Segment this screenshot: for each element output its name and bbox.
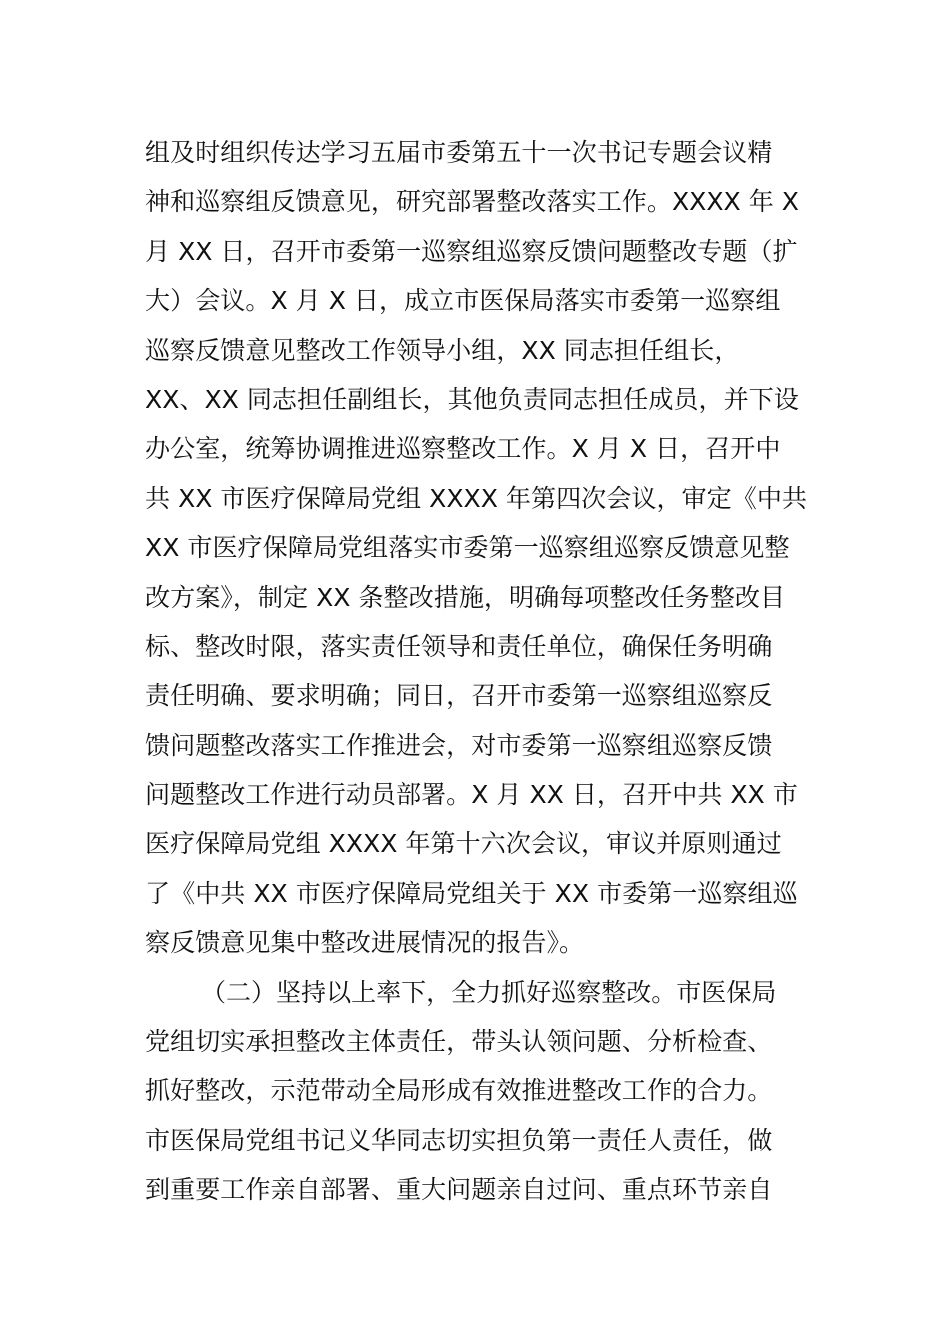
text-line: 了《中共 XX 市医疗保障局党组关于 XX 市委第一巡察组巡 — [145, 878, 798, 908]
text-line: 市医保局党组书记义华同志切实担负第一责任人责任，做 — [145, 1125, 773, 1155]
text-line: 馈问题整改落实工作推进会，对市委第一巡察组巡察反馈 — [145, 730, 773, 760]
text-line: 组及时组织传达学习五届市委第五十一次书记专题会议精 — [145, 138, 773, 167]
text-line: XX 市医疗保障局党组落实市委第一巡察组巡察反馈意见整 — [145, 533, 790, 563]
text-line: 改方案》，制定 XX 条整改措施，明确每项整改任务整改目 — [145, 582, 786, 612]
text-line: 党组切实承担整改主体责任，带头认领问题、分析检查、 — [145, 1027, 773, 1057]
text-line: 问题整改工作进行动员部署。X 月 XX 日，召开中共 XX 市 — [145, 780, 798, 810]
text-line: 医疗保障局党组 XXXX 年第十六次会议，审议并原则通过 — [145, 829, 782, 859]
text-line: 标、整改时限，落实责任领导和责任单位，确保任务明确 — [145, 631, 773, 661]
text-line: 月 XX 日，召开市委第一巡察组巡察反馈问题整改专题（扩 — [145, 236, 798, 266]
text-line: 抓好整改，示范带动全局形成有效推进整改工作的合力。 — [145, 1076, 773, 1106]
text-line: 共 XX 市医疗保障局党组 XXXX 年第四次会议，审定《中共 — [145, 483, 808, 513]
body-text — [145, 128, 845, 1215]
text-line: 巡察反馈意见整改工作领导小组，XX 同志担任组长， — [145, 335, 740, 365]
text-line: 察反馈意见集中整改进展情况的报告》。 — [145, 928, 585, 958]
text-line: 责任明确、要求明确；同日，召开市委第一巡察组巡察反 — [145, 681, 773, 711]
text-line: 大）会议。X 月 X 日，成立市医保局落实市委第一巡察组 — [145, 286, 781, 316]
text-line: XX、XX 同志担任副组长，其他负责同志担任成员，并下设 — [145, 384, 799, 414]
section-heading-line: （二）坚持以上率下，全力抓好巡察整改。市医保局 — [201, 977, 777, 1007]
text-line: 到重要工作亲自部署、重大问题亲自过问、重点环节亲自 — [145, 1175, 773, 1205]
text-line: 神和巡察组反馈意见，研究部署整改落实工作。XXXX 年 X — [145, 187, 799, 217]
text-line: 办公室，统筹协调推进巡察整改工作。X 月 X 日，召开中 — [145, 434, 781, 464]
